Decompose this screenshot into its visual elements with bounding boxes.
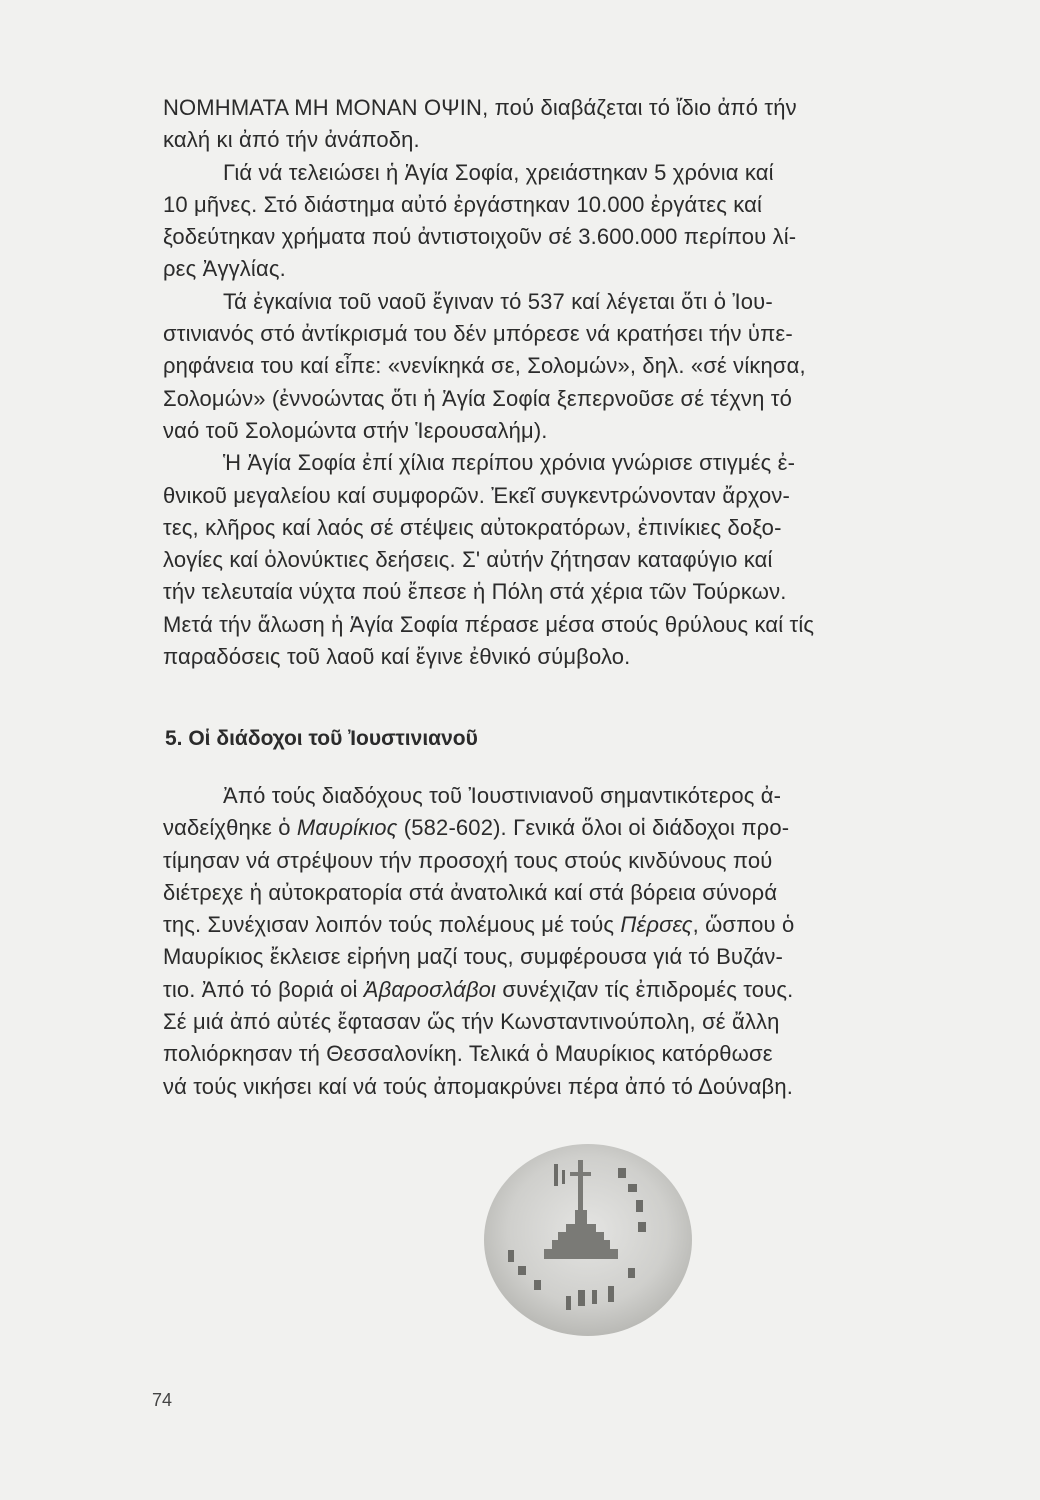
- coin-image: [478, 1140, 698, 1340]
- text-line: τες, κλῆρος καί λαός σέ στέψεις αὐτοκρατόρων, ἐπινίκιες δοξο-: [163, 514, 782, 540]
- text-line: Ἡ Ἁγία Σοφία ἐπί χίλια περίπου χρόνια γνώρισε στιγμές ἐ-: [223, 450, 796, 476]
- body-text-top: [163, 92, 1013, 673]
- text-line: τήν τελευταία νύχτα πού ἔπεσε ἡ Πόλη στά χέρια τῶν Τούρκων.: [163, 579, 787, 605]
- text-line: στινιανός στό ἀντίκρισμά του δέν μπόρεσε νά κρατήσει τήν ὑπε-: [163, 321, 793, 347]
- text-line: πολιόρκησαν τή Θεσσαλονίκη. Τελικά ὁ Μαυρίκιος κατόρθωσε: [163, 1041, 773, 1067]
- text-line: Σέ μιά ἀπό αὐτές ἔφτασαν ὥς τήν Κωνσταντινούπολη, σέ ἄλλη: [163, 1009, 780, 1035]
- text-line: ξοδεύτηκαν χρήματα πού ἀντιστοιχοῦν σέ 3.600.000 περίπου λί-: [163, 224, 797, 250]
- page-number: 74: [152, 1390, 173, 1410]
- text-line: Μαυρίκιος ἔκλεισε εἰρήνη μαζί τους, συμφέρουσα γιά τό Βυζάν-: [163, 944, 783, 970]
- text-line: Τά ἐγκαίνια τοῦ ναοῦ ἔγιναν τό 537 καί λέγεται ὅτι ὁ Ἰου-: [223, 288, 773, 314]
- text-line: [163, 974, 1013, 1006]
- text-run: (582-602). Γενικά ὅλοι οἱ διάδοχοι προ-: [397, 815, 790, 841]
- emphasis-name: Ἀβαροσλάβοι: [363, 976, 497, 1002]
- text-line: Σολομών» (ἐννοώντας ὅτι ἡ Ἁγία Σοφία ξεπερνοῦσε σέ τέχνη τό: [163, 385, 792, 411]
- emphasis-name: Πέρσες: [620, 912, 693, 938]
- text-run: , ὥσπου ὁ: [692, 912, 795, 938]
- text-line: Ἀπό τούς διαδόχους τοῦ Ἰουστινιανοῦ σημαντικότερος ἀ-: [223, 783, 782, 808]
- text-line: ναό τοῦ Σολομώντα στήν Ἱερουσαλήμ).: [163, 417, 548, 443]
- text-line: νά τούς νικήσει καί νά τούς ἀπομακρύνει πέρα ἀπό τό Δούναβη.: [163, 1073, 793, 1099]
- text-line: τίμησαν νά στρέψουν τήν προσοχή τους στούς κινδύνους πού: [163, 847, 773, 873]
- text-line: διέτρεχε ἡ αὐτοκρατορία στά ἀνατολικά καί στά βόρεια σύνορά: [163, 879, 778, 905]
- emphasis-name: Μαυρίκιος: [296, 815, 398, 841]
- section-body: [163, 780, 1013, 1103]
- text-line: Γιά νά τελειώσει ἡ Ἁγία Σοφία, χρειάστηκαν 5 χρόνια καί: [223, 159, 774, 185]
- text-line: ρες Ἀγγλίας.: [163, 256, 286, 282]
- text-line: θνικοῦ μεγαλείου καί συμφορῶν. Ἐκεῖ συγκεντρώνονταν ἄρχον-: [163, 482, 790, 508]
- text-line: παραδόσεις τοῦ λαοῦ καί ἔγινε ἐθνικό σύμβολο.: [163, 644, 631, 670]
- text-run: ναδείχθηκε ὁ: [163, 815, 297, 841]
- text-line: [163, 812, 1013, 844]
- section-heading: 5. Οἱ διάδοχοι τοῦ Ἰουστινιανοῦ: [165, 727, 478, 750]
- text-line: 10 μῆνες. Στό διάστημα αὐτό ἐργάστηκαν 10.000 ἐργάτες καί: [163, 191, 763, 217]
- text-run: τιο. Ἀπό τό βοριά οἱ: [163, 976, 364, 1002]
- text-line: ρηφάνεια του καί εἶπε: «νενίκηκά σε, Σολομών», δηλ. «σέ νίκησα,: [163, 353, 806, 379]
- text-line: Μετά τήν ἅλωση ἡ Ἁγία Σοφία πέρασε μέσα στούς θρύλους καί τίς: [163, 611, 815, 637]
- text-line: ΝΟΜΗΜΑΤΑ ΜΗ ΜΟΝΑΝ ΟΨΙΝ, πού διαβάζεται τό ἴδιο ἀπό τήν: [163, 95, 797, 120]
- text-line: [163, 909, 1013, 941]
- text-run: συνέχιζαν τίς ἐπιδρομές τους.: [496, 976, 794, 1002]
- text-run: της. Συνέχισαν λοιπόν τούς πολέμους μέ τούς: [163, 912, 621, 938]
- text-line: λογίες καί ὁλονύκτιες δεήσεις. Σ' αὐτήν ζήτησαν καταφύγιο καί: [163, 547, 773, 573]
- text-line: καλή κι ἀπό τήν ἀνάποδη.: [163, 127, 420, 153]
